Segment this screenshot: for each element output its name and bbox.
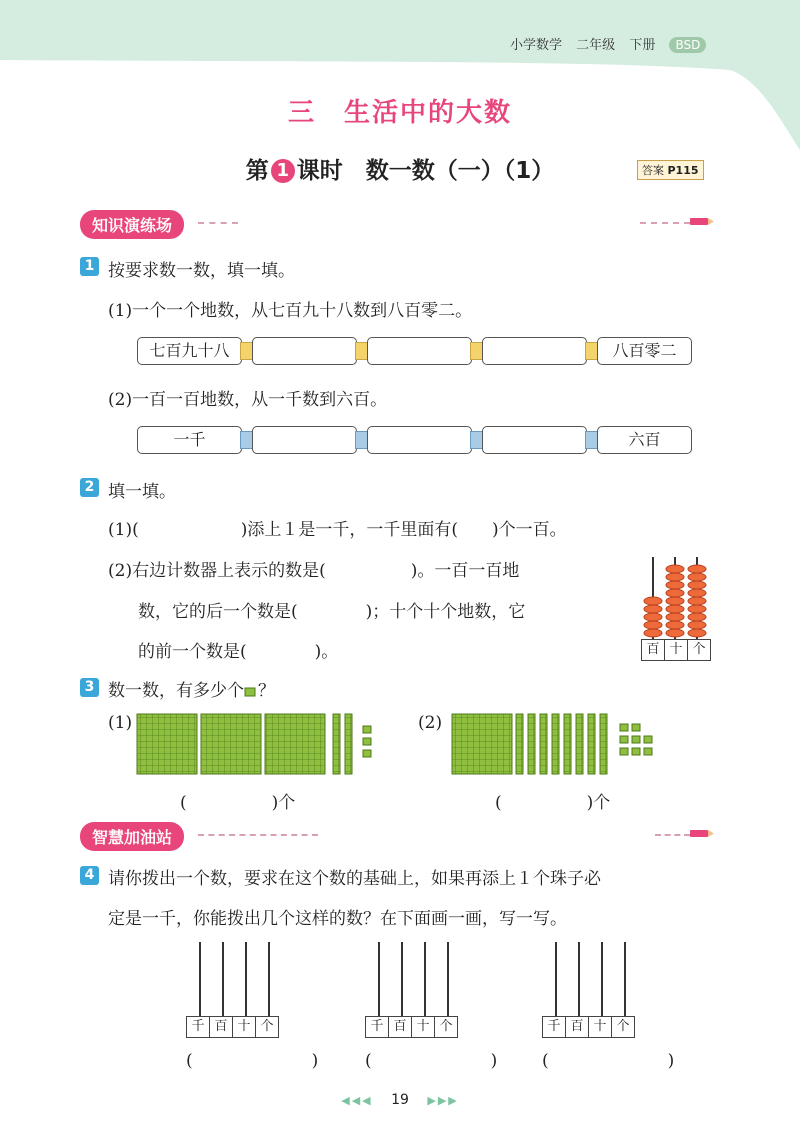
abacus-q4-3	[544, 940, 636, 1016]
pencil-icon	[690, 826, 714, 842]
abacus-label-tens: 十	[412, 1017, 435, 1037]
lesson-suffix: 课时 数一数（一）（1）	[296, 158, 555, 184]
question-number-1: 1	[80, 257, 99, 276]
q3-text-end: ？	[258, 681, 275, 701]
lesson-number-badge: 1	[271, 159, 295, 183]
question-number-3: 3	[80, 678, 99, 697]
section-dash-left	[198, 834, 318, 836]
chain1-blank-1[interactable]	[252, 337, 357, 365]
q2-text: 填一填。	[108, 482, 176, 502]
left-arrows-icon: ◀◀◀	[341, 1094, 373, 1107]
abacus-label-hundreds: 百	[389, 1017, 412, 1037]
answer-tag	[637, 160, 704, 180]
chain2-blank-3[interactable]	[482, 426, 587, 454]
chain1-start: 七百九十八	[137, 337, 242, 365]
page-number: 19	[391, 1092, 409, 1108]
abacus-q2-labels	[641, 639, 711, 661]
q2-part2-line2: 数，它的后一个数是( )；十个十个地数，它	[138, 602, 526, 622]
q1-part2: (2)一百一百地数，从一千数到六百。	[108, 390, 388, 410]
grade-label: 二年级	[576, 38, 616, 53]
q3-label-2: (2)	[418, 713, 443, 733]
chain1-blank-3[interactable]	[482, 337, 587, 365]
abacus-label-ones: 个	[439, 1019, 453, 1034]
unit-title: 三 生活中的大数	[287, 98, 512, 128]
section-practice: 知识演练场	[80, 210, 184, 239]
q2-part2-line1: (2)右边计数器上表示的数是( )。一百一百地	[108, 561, 520, 581]
pencil-icon	[690, 214, 714, 230]
abacus-label-thousands: 千	[543, 1017, 566, 1037]
header-info	[510, 34, 716, 53]
abacus-q4-2-labels	[365, 1016, 458, 1038]
q2-part1: (1)( )添上１是一千，一千里面有( )个一百。	[108, 520, 567, 540]
abacus-label-hundreds: 百	[642, 640, 665, 660]
question-number-2: 2	[80, 478, 99, 497]
chain2-end: 六百	[597, 426, 692, 454]
abacus-label-ones: 个	[692, 642, 706, 657]
q1-text: 按要求数一数，填一填。	[108, 261, 295, 281]
lesson-prefix: 第	[245, 158, 269, 184]
right-arrows-icon: ▶▶▶	[427, 1094, 459, 1107]
abacus-label-tens: 十	[665, 640, 688, 660]
abacus-label-tens: 十	[589, 1017, 612, 1037]
publisher-badge: BSD	[669, 37, 706, 53]
answer-page: P115	[667, 164, 699, 177]
blocks-group-1	[135, 712, 385, 776]
section-boost: 智慧加油站	[80, 822, 184, 851]
q4-answer-1[interactable]: ( )	[186, 1051, 319, 1071]
abacus-q4-3-labels	[542, 1016, 635, 1038]
page-number-footer	[0, 1092, 800, 1108]
abacus-label-ones: 个	[616, 1019, 630, 1034]
abacus-label-hundreds: 百	[210, 1017, 233, 1037]
q3-label-1: (1)	[108, 713, 133, 733]
q4-line1: 请你拨出一个数，要求在这个数的基础上，如果再添上１个珠子必	[108, 869, 601, 889]
abacus-label-ones: 个	[260, 1019, 274, 1034]
q3-text-main: 数一数，有多少个	[108, 681, 244, 701]
volume-label: 下册	[629, 38, 656, 53]
abacus-label-thousands: 千	[366, 1017, 389, 1037]
section-dash-left	[198, 222, 238, 224]
abacus-q4-1	[188, 940, 280, 1016]
chain2-start: 一千	[137, 426, 242, 454]
chain2-blank-1[interactable]	[252, 426, 357, 454]
q4-answer-3[interactable]: ( )	[542, 1051, 675, 1071]
q4-line2: 定是一千，你能拨出几个这样的数？在下面画一画，写一写。	[108, 909, 567, 929]
abacus-label-thousands: 千	[187, 1017, 210, 1037]
chain1-end: 八百零二	[597, 337, 692, 365]
chain2-blank-2[interactable]	[367, 426, 472, 454]
q1-part1: (1)一个一个地数，从七百九十八数到八百零二。	[108, 301, 473, 321]
section-dash-right	[655, 834, 690, 836]
q3-answer-1[interactable]: ( )个	[180, 793, 296, 813]
q4-answer-2[interactable]: ( )	[365, 1051, 498, 1071]
abacus-q4-1-labels	[186, 1016, 279, 1038]
blocks-group-2	[450, 712, 680, 776]
chain1-blank-2[interactable]	[367, 337, 472, 365]
answer-label: 答案	[642, 164, 664, 177]
section-dash-right	[640, 222, 690, 224]
abacus-q2	[640, 555, 712, 640]
q3-answer-2[interactable]: ( )个	[495, 793, 611, 813]
q3-text	[108, 676, 275, 701]
question-number-4: 4	[80, 866, 99, 885]
q2-part2-line3: 的前一个数是( )。	[138, 642, 339, 662]
subject-label: 小学数学	[510, 38, 563, 53]
abacus-label-hundreds: 百	[566, 1017, 589, 1037]
unit-cube-icon	[244, 685, 258, 697]
abacus-q4-2	[367, 940, 459, 1016]
abacus-label-tens: 十	[233, 1017, 256, 1037]
